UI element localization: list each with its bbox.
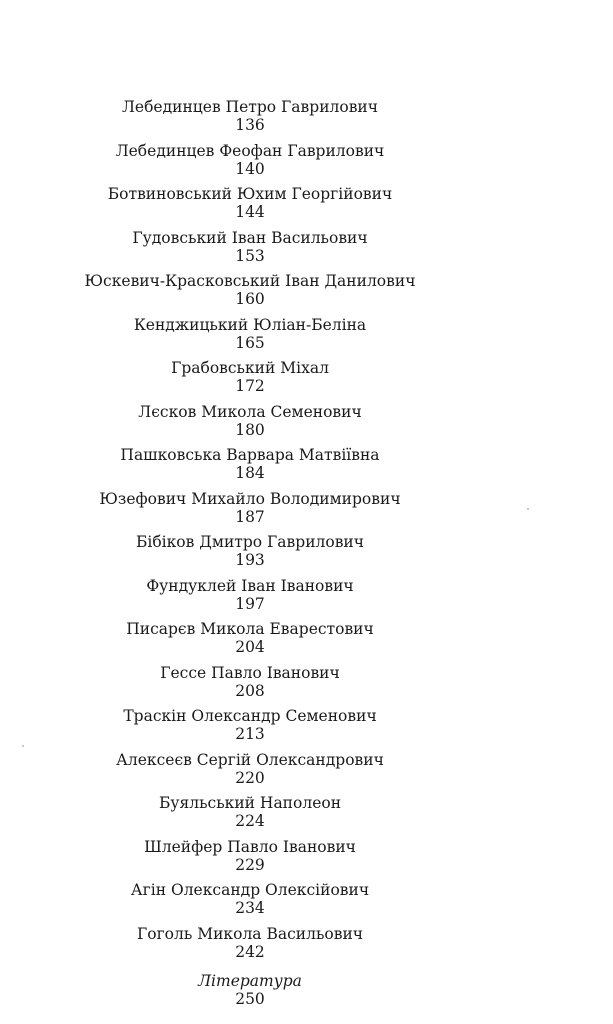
entry-page-number: 208 [235, 681, 265, 700]
entry-page-number: 160 [235, 290, 265, 308]
entry-page-number: 153 [235, 246, 265, 265]
entry-name: Юскевич-Красковський Іван Данилович [84, 272, 416, 290]
toc-entry [0, 272, 500, 316]
entry-page-number: 187 [235, 507, 265, 526]
entry-name: Гессе Павло Іванович [160, 663, 340, 682]
toc-entry [0, 620, 500, 664]
toc-entry [0, 577, 500, 621]
toc-entry [0, 142, 500, 186]
literature-title: Література [198, 972, 302, 990]
entry-page-number: 140 [235, 159, 265, 178]
entry-page-number: 193 [235, 551, 265, 569]
entry-page-number: 184 [235, 464, 265, 482]
toc-entry [0, 881, 500, 925]
entry-name: Юзефович Михайло Володимирович [99, 489, 401, 508]
toc-entry [0, 490, 500, 534]
entry-page-number: 242 [235, 942, 265, 961]
entry-page-number: 144 [235, 203, 265, 221]
entry-name: Буяльський Наполеон [158, 794, 342, 812]
toc-entry [0, 794, 500, 838]
entry-name: Лебединцев Феофан Гаврилович [115, 141, 385, 160]
entry-page-number: 197 [235, 594, 265, 613]
toc-entry [0, 664, 500, 708]
toc-entry [0, 359, 500, 403]
entry-name: Писарєв Микола Еварестович [126, 620, 374, 638]
toc-entry [0, 446, 500, 490]
toc-entry [0, 925, 500, 969]
entry-name: Пашковська Варвара Матвіївна [120, 446, 380, 464]
entry-name: Алексеєв Сергій Олександрович [116, 750, 384, 769]
entry-name: Бібіков Дмитро Гаврилович [135, 533, 365, 551]
toc-entry [0, 316, 500, 360]
entry-name: Лебединцев Петро Гаврилович [121, 98, 379, 116]
entry-page-number: 213 [235, 725, 265, 743]
entry-name: Ботвиновський Юхим Георгійович [107, 185, 393, 203]
paper-speck [527, 508, 529, 510]
entry-page-number: 234 [235, 899, 265, 917]
entry-name: Лєсков Микола Семенович [138, 402, 362, 421]
paper-speck [22, 745, 24, 747]
toc-entry [0, 403, 500, 447]
entry-name: Кенджицький Юліан-Беліна [133, 315, 367, 334]
entry-name: Грабовський Міхал [171, 359, 329, 377]
entry-page-number: 204 [235, 638, 265, 656]
entry-page-number: 224 [235, 812, 265, 830]
toc-entry [0, 185, 500, 229]
entry-name: Агін Олександр Олексійович [130, 881, 370, 899]
toc-entry [0, 707, 500, 751]
toc-entry-literature [0, 972, 500, 1016]
toc-entry [0, 229, 500, 273]
entry-page-number: 172 [235, 377, 265, 395]
entry-page-number: 136 [235, 116, 265, 134]
literature-page-number: 250 [235, 990, 265, 1008]
toc-entry [0, 751, 500, 795]
entry-name: Шлейфер Павло Іванович [144, 837, 356, 856]
entry-name: Фундуклей Іван Іванович [146, 576, 354, 595]
entry-name: Гоголь Микола Васильович [136, 924, 364, 943]
entry-page-number: 180 [235, 420, 265, 439]
toc-entry [0, 838, 500, 882]
entry-page-number: 220 [235, 768, 265, 787]
entry-name: Траскін Олександр Семенович [123, 707, 377, 725]
table-of-contents [0, 98, 500, 1016]
toc-entry [0, 98, 500, 142]
toc-entry [0, 533, 500, 577]
entry-page-number: 165 [235, 333, 265, 352]
entry-name: Гудовський Іван Васильович [132, 228, 368, 247]
entry-page-number: 229 [235, 855, 265, 874]
